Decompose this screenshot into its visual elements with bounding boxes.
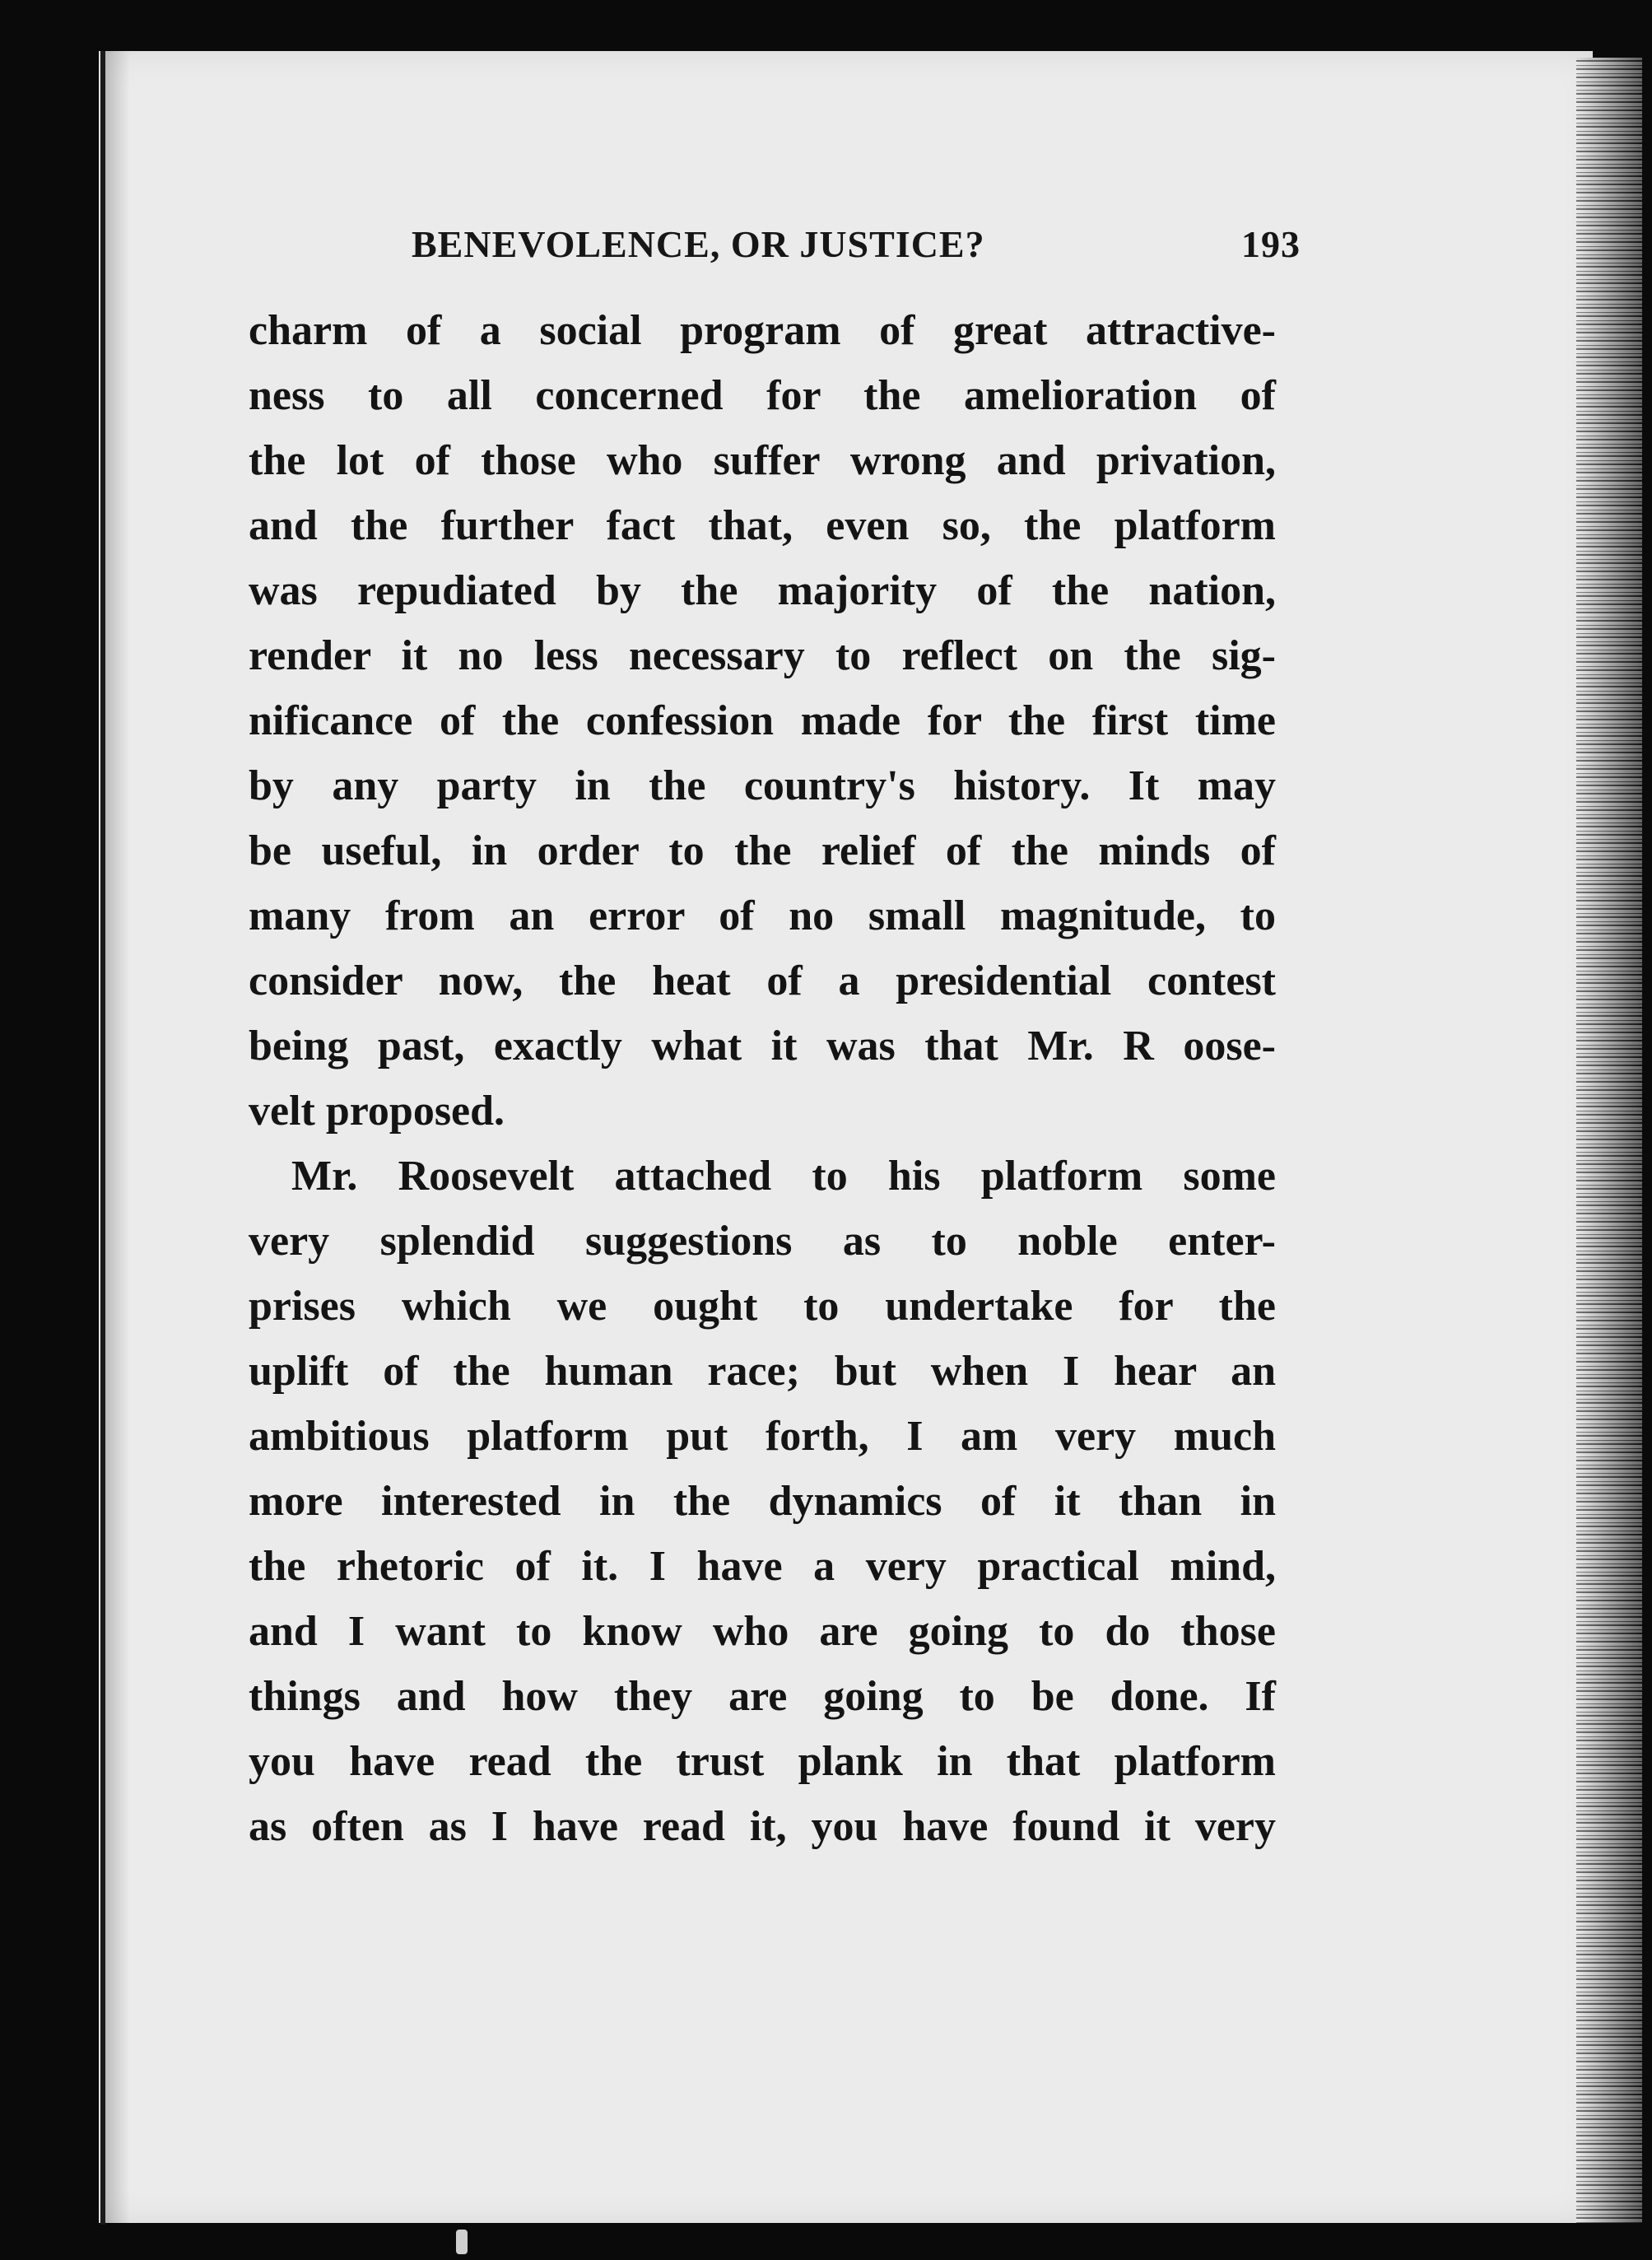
body-text <box>249 298 1276 1859</box>
text-line: things and how they are going to be done. If <box>249 1673 1276 1720</box>
text-line: the rhetoric of it. I have a very practical mind, <box>249 1543 1276 1590</box>
text-line: and the further fact that, even so, the platform <box>249 502 1276 549</box>
text-line: uplift of the human race; but when I hear an <box>249 1348 1276 1395</box>
text-line: ambitious platform put forth, I am very much <box>249 1413 1276 1460</box>
text-line: charm of a social program of great attractive- <box>249 307 1276 354</box>
text-line: consider now, the heat of a presidential contest <box>249 958 1276 1004</box>
text-line: you have read the trust plank in that platform <box>249 1738 1276 1785</box>
text-line: nificance of the confession made for the first time <box>249 697 1276 744</box>
text-line: many from an error of no small magnitude, to <box>249 892 1276 939</box>
text-line: by any party in the country's history. It may <box>249 762 1276 809</box>
text-line: more interested in the dynamics of it than in <box>249 1478 1276 1525</box>
text-line: as often as I have read it, you have found it very <box>249 1803 1276 1850</box>
running-head: BENEVOLENCE, OR JUSTICE? <box>412 223 985 265</box>
text-line: and I want to know who are going to do those <box>249 1608 1276 1655</box>
text-line: was repudiated by the majority of the nation, <box>249 567 1276 614</box>
text-line: being past, exactly what it was that Mr. R oose- <box>249 1023 1276 1069</box>
text-line: render it no less necessary to reflect on the sig- <box>249 632 1276 679</box>
page-header <box>412 222 1301 280</box>
gutter-shadow <box>105 51 130 2225</box>
text-line: the lot of those who suffer wrong and privation, <box>249 437 1276 484</box>
text-line: velt proposed. <box>249 1088 505 1135</box>
paragraph-start-line: Mr. Roosevelt attached to his platform some <box>291 1153 1276 1200</box>
text-line: be useful, in order to the relief of the minds of <box>249 827 1276 874</box>
text-line: ness to all concerned for the amelioration of <box>249 372 1276 419</box>
page-edge-stack <box>1576 58 1642 2223</box>
text-line: very splendid suggestions as to noble enter- <box>249 1218 1276 1265</box>
text-line: prises which we ought to undertake for the <box>249 1283 1276 1330</box>
page-number: 193 <box>1241 223 1301 265</box>
scan-artifact <box>456 2230 468 2254</box>
